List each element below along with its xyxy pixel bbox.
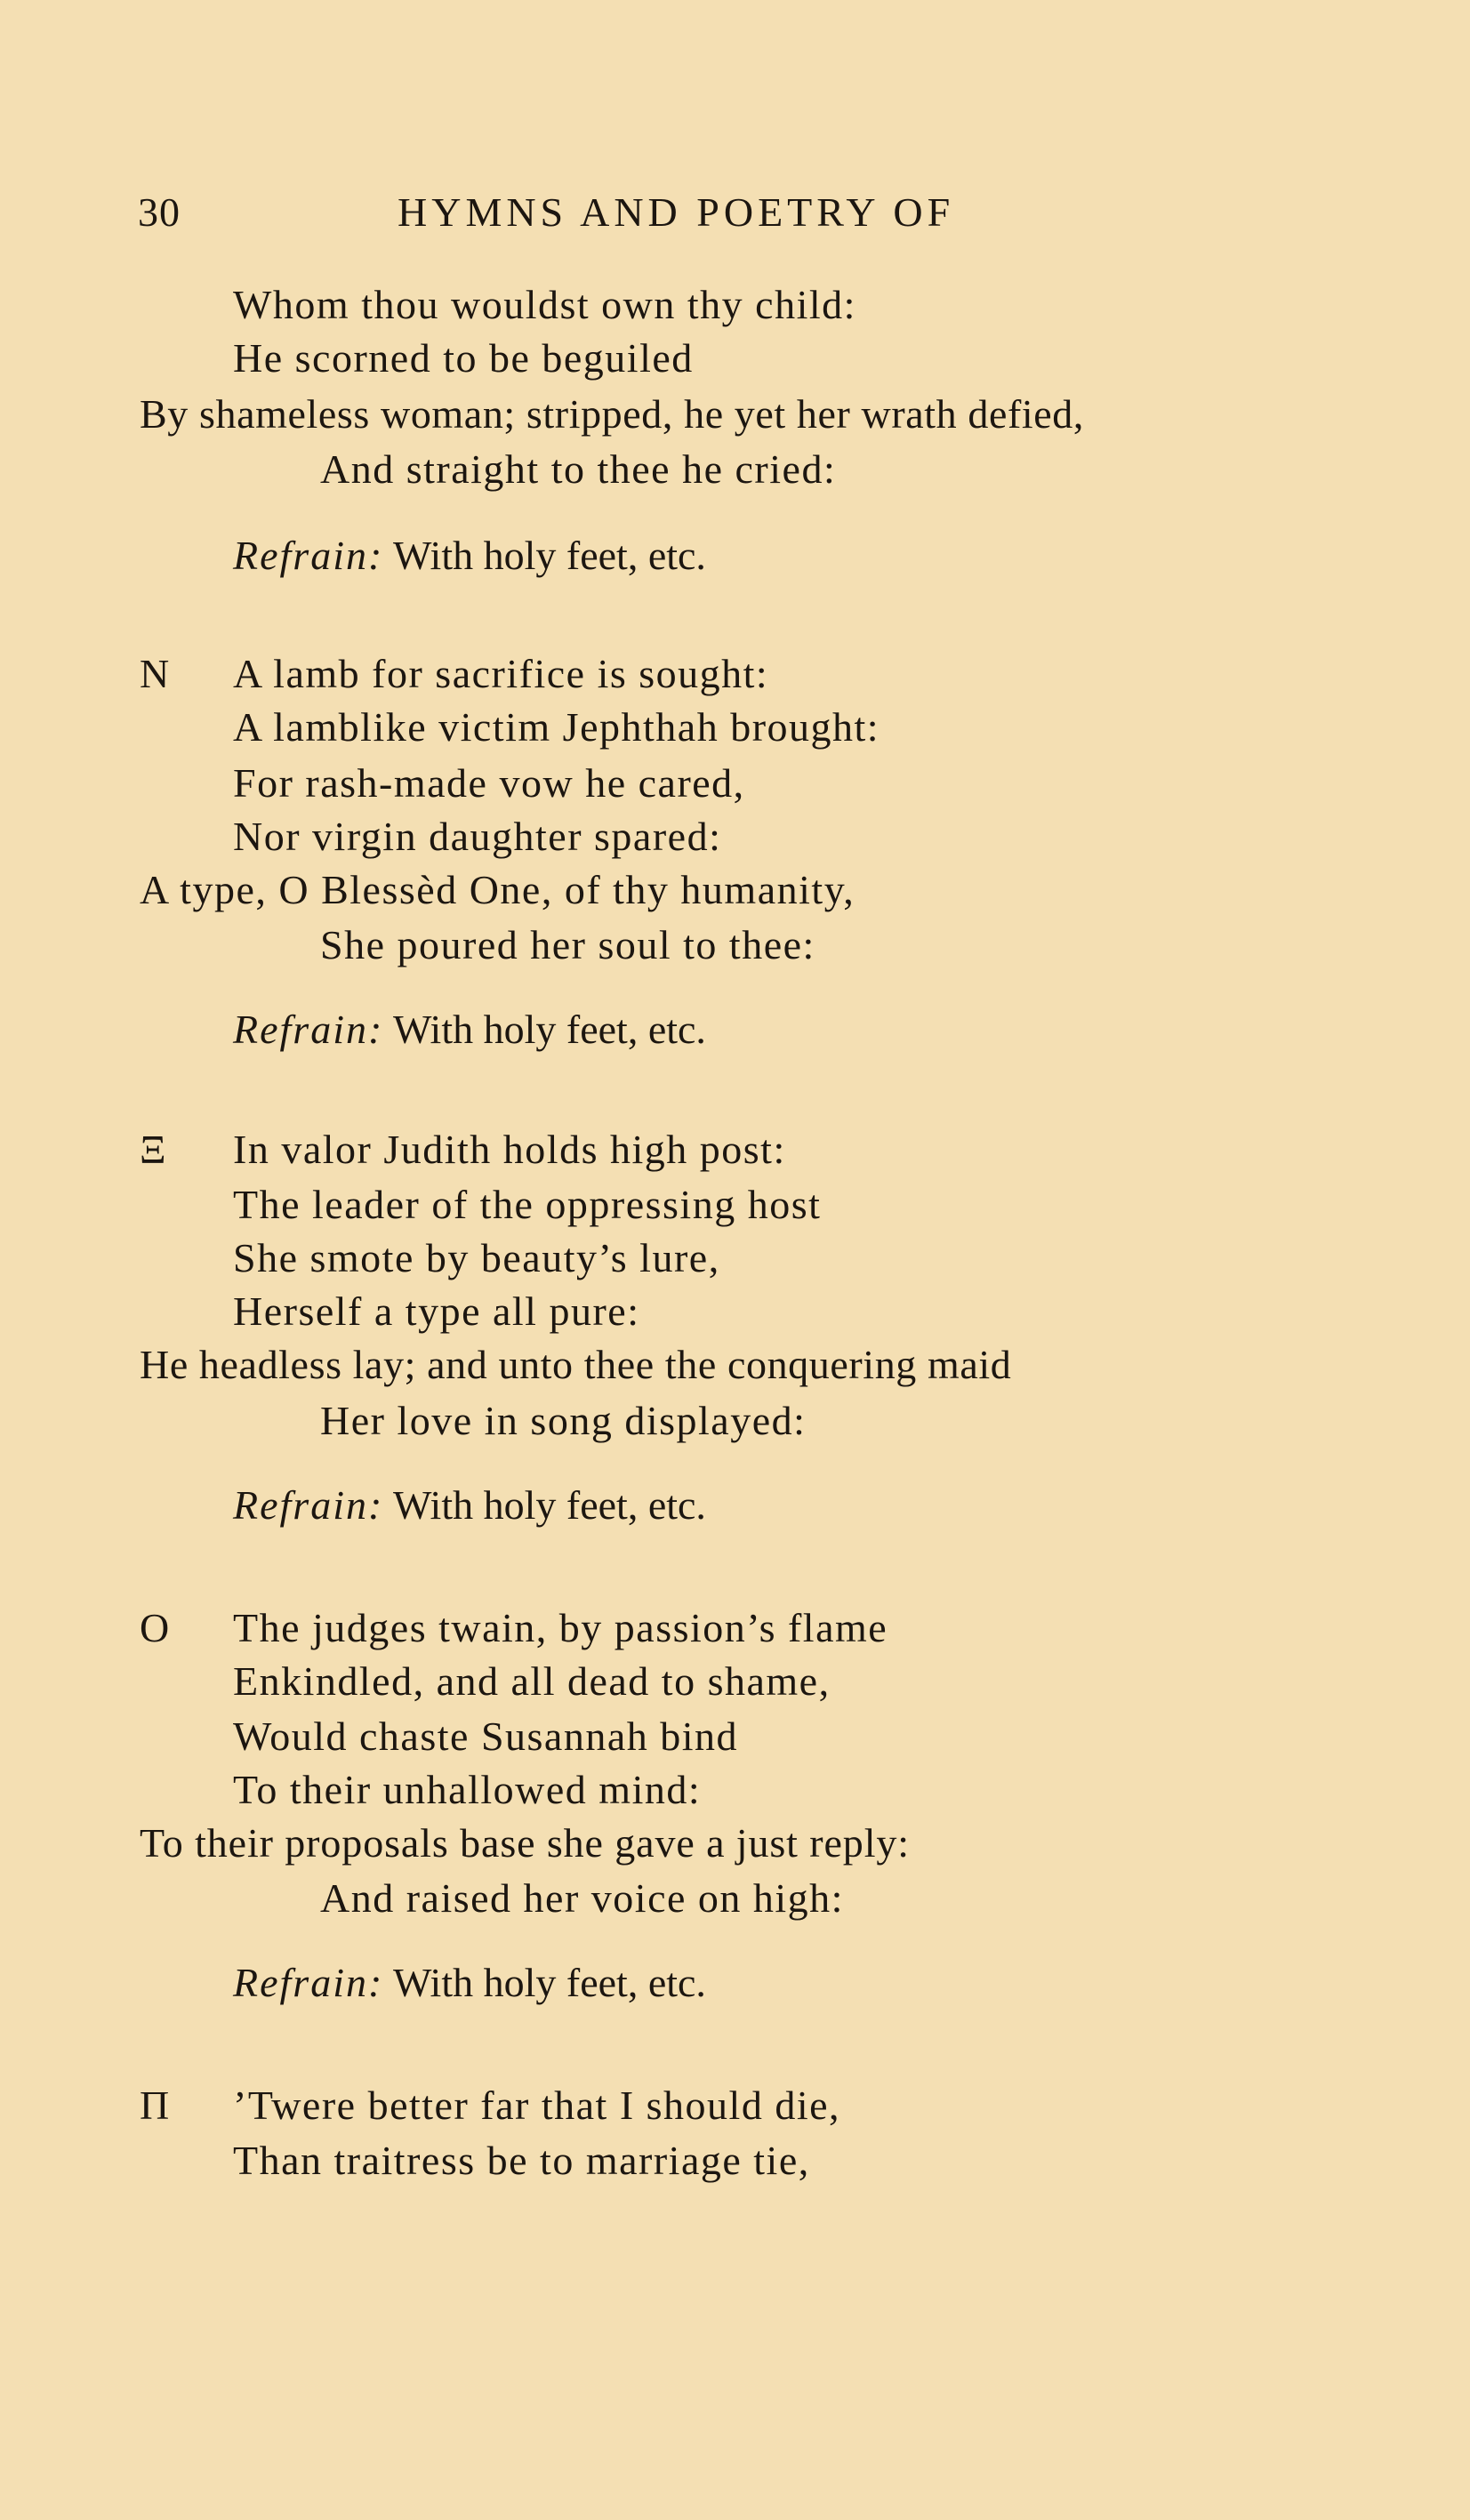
verse-line: Nor virgin daughter spared: bbox=[233, 814, 722, 859]
verse-line: To their unhallowed mind: bbox=[233, 1767, 702, 1812]
verse-line: And straight to thee he cried: bbox=[320, 446, 837, 492]
verse-line: And raised her voice on high: bbox=[320, 1875, 844, 1921]
refrain-label: Refrain: bbox=[233, 1007, 384, 1052]
verse-line: To their proposals base she gave a just reply: bbox=[140, 1820, 910, 1866]
verse-line: A lamb for sacrifice is sought: bbox=[233, 651, 769, 696]
verse-line: For rash-made vow he cared, bbox=[233, 760, 745, 806]
refrain-label: Refrain: bbox=[233, 533, 384, 578]
verse-line: ’Twere better far that I should die, bbox=[233, 2083, 841, 2128]
verse-line: She smote by beauty’s lure, bbox=[233, 1235, 720, 1280]
refrain-text: With holy feet, etc. bbox=[392, 1007, 706, 1052]
refrain-text: With holy feet, etc. bbox=[392, 1482, 706, 1528]
verse-line: A type, O Blessèd One, of thy humanity, bbox=[140, 867, 855, 912]
verse-line: Than traitress be to marriage tie, bbox=[233, 2138, 810, 2183]
verse-line: She poured her soul to thee: bbox=[320, 922, 815, 967]
refrain-text: With holy feet, etc. bbox=[392, 533, 706, 578]
refrain-line bbox=[233, 1962, 706, 2003]
stanza-letter: N bbox=[140, 651, 170, 696]
page-title: HYMNS AND POETRY OF bbox=[398, 189, 955, 235]
refrain-label: Refrain: bbox=[233, 1960, 384, 2005]
running-head bbox=[138, 189, 1054, 242]
verse-line: He scorned to be beguiled bbox=[233, 335, 694, 381]
verse-line: Enkindled, and all dead to shame, bbox=[233, 1658, 831, 1704]
stanza-letter: Ξ bbox=[140, 1127, 166, 1172]
page-number: 30 bbox=[138, 189, 181, 235]
stanza-letter: Π bbox=[140, 2083, 170, 2128]
verse-line: The leader of the oppressing host bbox=[233, 1182, 822, 1227]
verse-line: He headless lay; and unto thee the conquering maid bbox=[140, 1342, 1012, 1387]
verse-line: Herself a type all pure: bbox=[233, 1288, 640, 1334]
refrain-text: With holy feet, etc. bbox=[392, 1960, 706, 2005]
verse-line: By shameless woman; stripped, he yet her wrath defied, bbox=[140, 391, 1085, 437]
verse-line: Whom thou wouldst own thy child: bbox=[233, 282, 856, 327]
verse-line: The judges twain, by passion’s flame bbox=[233, 1605, 888, 1650]
refrain-line bbox=[233, 1009, 706, 1050]
refrain-label: Refrain: bbox=[233, 1482, 384, 1528]
stanza-letter: O bbox=[140, 1605, 170, 1650]
verse-line: A lamblike victim Jephthah brought: bbox=[233, 704, 880, 750]
refrain-line bbox=[233, 535, 706, 576]
verse-line: Her love in song displayed: bbox=[320, 1398, 807, 1443]
refrain-line bbox=[233, 1482, 706, 1528]
verse-line: In valor Judith holds high post: bbox=[233, 1127, 786, 1172]
verse-line: Would chaste Susannah bind bbox=[233, 1713, 739, 1759]
